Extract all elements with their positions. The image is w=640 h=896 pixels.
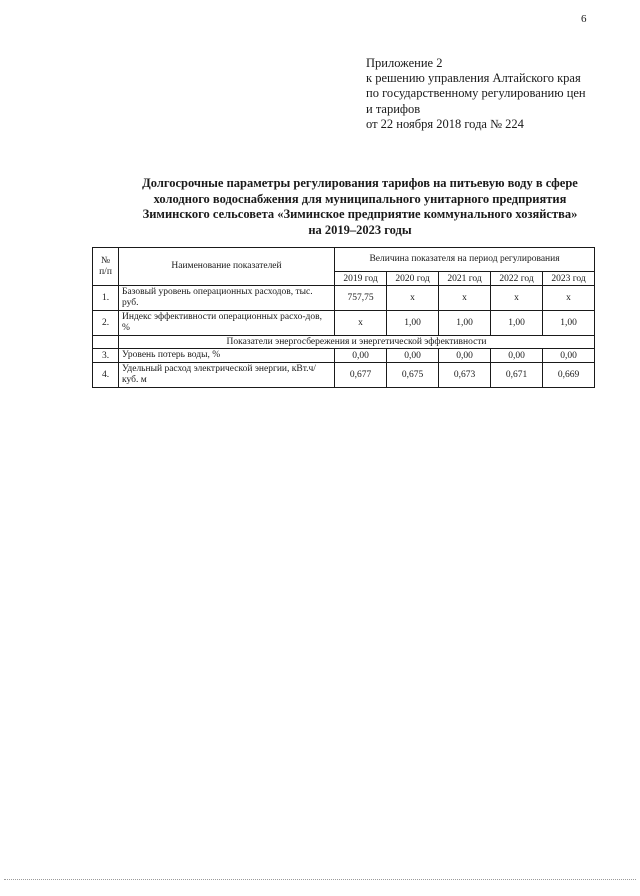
row-value: х — [491, 286, 543, 311]
row-value: 0,00 — [543, 349, 595, 363]
row-name: Удельный расход электрической энергии, кВт.ч/куб. м — [119, 363, 335, 388]
section-spacer — [93, 336, 119, 349]
row-value: х — [335, 311, 387, 336]
row-name: Уровень потерь воды, % — [119, 349, 335, 363]
appendix-line: Приложение 2 — [366, 56, 443, 70]
header-year: 2019 год — [335, 272, 387, 286]
appendix-line: к решению управления Алтайского края — [366, 71, 581, 86]
row-value: х — [387, 286, 439, 311]
row-value: 0,00 — [491, 349, 543, 363]
document-title — [100, 176, 620, 238]
section-title: Показатели энергосбережения и энергетической эффективности — [119, 336, 595, 349]
row-num: 1. — [93, 286, 119, 311]
appendix-line: и тарифов — [366, 101, 421, 116]
table-row — [93, 363, 595, 388]
header-period: Величина показателя на период регулирования — [335, 248, 595, 272]
parameters-table — [92, 247, 595, 388]
title-line: Зиминского сельсовета «Зиминское предприятие коммунального хозяйства» — [142, 207, 578, 221]
row-value: 1,00 — [491, 311, 543, 336]
row-num: 3. — [93, 349, 119, 363]
appendix-line: по государственному регулированию цен — [366, 86, 586, 101]
row-value: 0,673 — [439, 363, 491, 388]
title-line: на 2019–2023 годы — [308, 222, 412, 237]
row-value: 0,677 — [335, 363, 387, 388]
appendix-line: от 22 ноября 2018 года № 224 — [366, 116, 524, 131]
table-header-row — [93, 248, 595, 272]
appendix-block — [366, 56, 616, 132]
table-row — [93, 311, 595, 336]
row-value: 0,669 — [543, 363, 595, 388]
header-year: 2021 год — [439, 272, 491, 286]
scan-bottom-edge — [4, 879, 636, 880]
title-line: Долгосрочные параметры регулирования тарифов на питьевую воду в сфере — [142, 176, 578, 190]
row-name: Индекс эффективности операционных расхо-дов, % — [119, 311, 335, 336]
row-value: х — [543, 286, 595, 311]
table-row — [93, 286, 595, 311]
header-year: 2020 год — [387, 272, 439, 286]
row-num: 2. — [93, 311, 119, 336]
row-value: х — [439, 286, 491, 311]
section-row — [93, 336, 595, 349]
header-num: № п/п — [93, 248, 119, 286]
table-row — [93, 349, 595, 363]
row-value: 0,00 — [439, 349, 491, 363]
title-line: холодного водоснабжения для муниципального унитарного предприятия — [153, 191, 567, 206]
header-year: 2022 год — [491, 272, 543, 286]
row-value: 0,671 — [491, 363, 543, 388]
page-number: 6 — [581, 13, 587, 25]
row-name: Базовый уровень операционных расходов, тыс. руб. — [119, 286, 335, 311]
row-num: 4. — [93, 363, 119, 388]
row-value: 0,675 — [387, 363, 439, 388]
row-value: 1,00 — [387, 311, 439, 336]
header-name: Наименование показателей — [119, 248, 335, 286]
header-year: 2023 год — [543, 272, 595, 286]
row-value: 0,00 — [387, 349, 439, 363]
row-value: 1,00 — [439, 311, 491, 336]
row-value: 1,00 — [543, 311, 595, 336]
row-value: 0,00 — [335, 349, 387, 363]
row-value: 757,75 — [335, 286, 387, 311]
